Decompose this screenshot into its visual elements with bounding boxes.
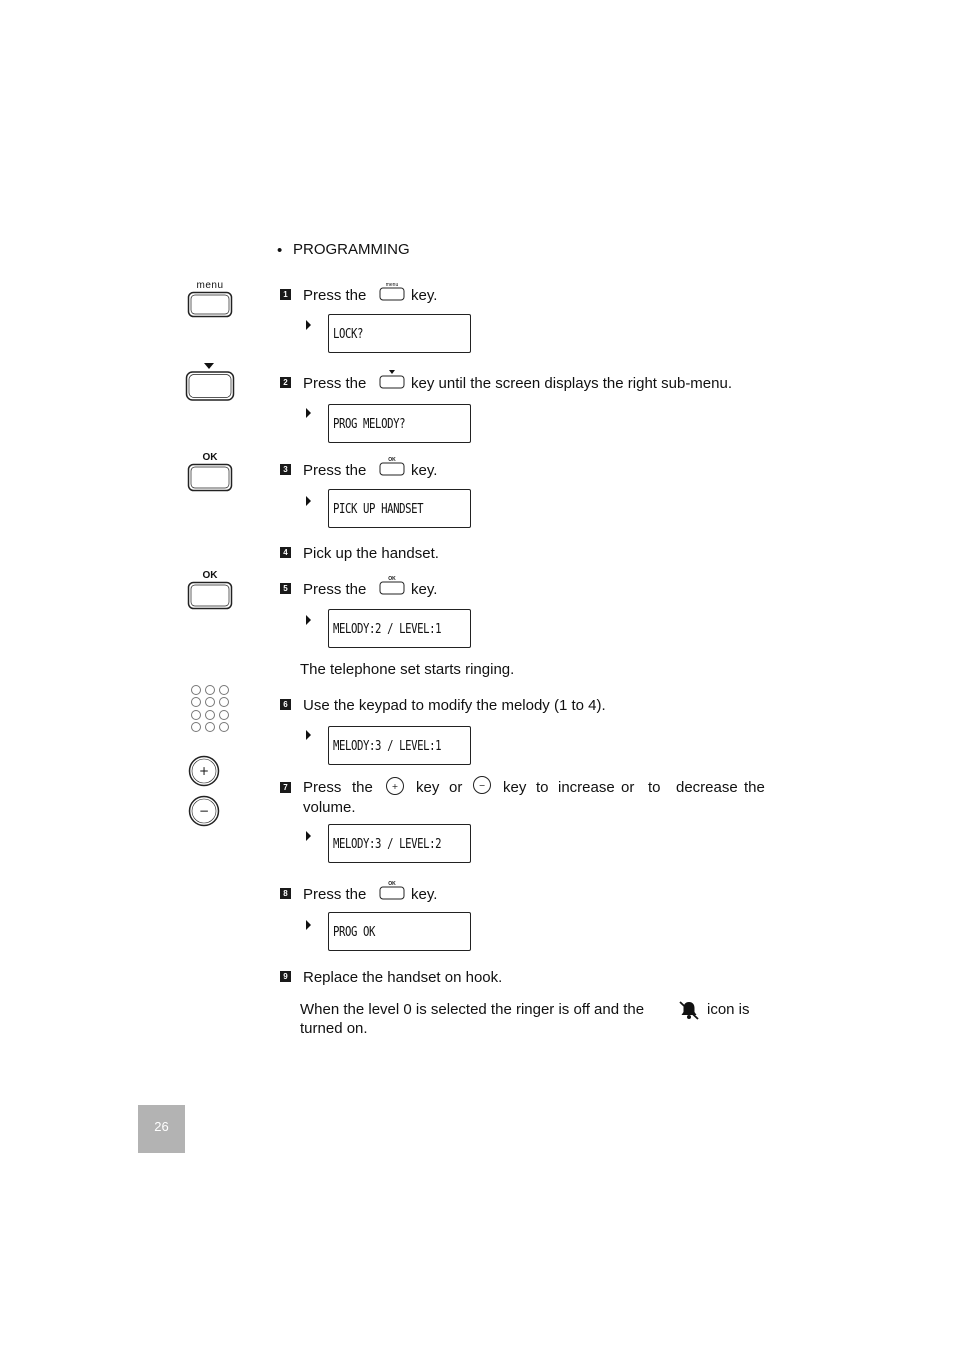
arrow-right-icon <box>306 615 311 625</box>
svg-text:menu: menu <box>385 282 399 288</box>
plus-key-icon <box>385 776 405 801</box>
lcd-text: MELODY:3 / LEVEL:2 <box>333 837 442 852</box>
step-text: Press the <box>303 886 367 903</box>
step-text: key <box>416 779 440 796</box>
step-text: or <box>449 779 463 796</box>
arrow-right-icon <box>306 730 311 740</box>
step-text: Press the <box>303 581 367 598</box>
note-level-text: icon is <box>707 1001 750 1018</box>
menu-key-icon <box>187 281 233 323</box>
step-text: Press <box>303 779 342 796</box>
svg-text:OK: OK <box>388 576 396 582</box>
svg-text:OK: OK <box>388 457 396 463</box>
lcd-screen <box>328 912 471 951</box>
down-arrow-key-icon <box>379 369 405 395</box>
minus-key-icon <box>472 775 492 800</box>
page-number-box <box>138 1105 185 1153</box>
lcd-text: PROG MELODY? <box>333 417 406 432</box>
menu-key-icon <box>379 281 405 307</box>
minus-key-label: − <box>198 804 210 818</box>
step-text: key. <box>411 462 438 479</box>
step-text: volume. <box>303 799 356 816</box>
menu-key-label: menu <box>196 280 224 291</box>
step-number: 2 <box>280 377 291 388</box>
step-text: the <box>744 779 765 796</box>
step-text: Press the <box>303 375 367 392</box>
note-ringing: The telephone set starts ringing. <box>300 661 515 678</box>
step-number: 9 <box>280 971 291 982</box>
ok-key-label: OK <box>202 570 218 581</box>
arrow-right-icon <box>306 920 311 930</box>
lcd-screen <box>328 609 471 648</box>
arrow-right-icon <box>306 408 311 418</box>
lcd-text: MELODY:3 / LEVEL:1 <box>333 739 442 754</box>
step-text: Press the <box>303 462 367 479</box>
arrow-right-icon <box>306 496 311 506</box>
svg-text:+: + <box>391 782 399 791</box>
step-number: 5 <box>280 583 291 594</box>
lcd-screen <box>328 726 471 765</box>
step-number: 6 <box>280 699 291 710</box>
lcd-text: MELODY:2 / LEVEL:1 <box>333 622 442 637</box>
svg-text:OK: OK <box>388 881 396 887</box>
step-text: to <box>648 779 661 796</box>
down-arrow-key-icon <box>185 361 236 407</box>
step-text: key. <box>411 287 438 304</box>
lcd-screen <box>328 314 471 353</box>
step-number: 7 <box>280 782 291 793</box>
step-text: the <box>352 779 373 796</box>
ok-key-icon <box>379 456 405 482</box>
ok-key-icon <box>379 880 405 906</box>
step-text: Pick up the handset. <box>303 545 439 562</box>
lcd-screen <box>328 404 471 443</box>
step-text: Press the <box>303 287 367 304</box>
step-text: key. <box>411 581 438 598</box>
arrow-right-icon <box>306 320 311 330</box>
keypad-icon <box>189 685 231 738</box>
step-text: Replace the handset on hook. <box>303 969 503 986</box>
step-text: to <box>536 779 549 796</box>
svg-text:−: − <box>478 781 486 790</box>
ok-key-icon <box>187 453 233 498</box>
section-bullet: • <box>277 242 283 259</box>
step-text: increase <box>558 779 615 796</box>
page-number: 26 <box>154 1119 169 1134</box>
lcd-screen <box>328 489 471 528</box>
step-number: 8 <box>280 888 291 899</box>
ok-key-icon <box>187 571 233 616</box>
step-number: 1 <box>280 289 291 300</box>
minus-key-icon <box>188 795 220 832</box>
step-text: key. <box>411 886 438 903</box>
note-level-text: When the level 0 is selected the ringer is off and the <box>300 1001 645 1018</box>
plus-key-icon <box>188 755 220 792</box>
lcd-text: PICK UP HANDSET <box>333 502 424 517</box>
lcd-screen <box>328 824 471 863</box>
ok-key-label: OK <box>202 452 218 463</box>
note-level-text: turned on. <box>300 1020 368 1037</box>
arrow-right-icon <box>306 831 311 841</box>
step-text: key <box>503 779 527 796</box>
lcd-text: LOCK? <box>333 327 364 342</box>
plus-key-label: + <box>198 764 210 778</box>
step-text: decrease <box>676 779 738 796</box>
ok-key-icon <box>379 575 405 601</box>
bell-off-icon <box>678 999 700 1026</box>
step-number: 3 <box>280 464 291 475</box>
step-text: or <box>621 779 635 796</box>
step-text: key until the screen displays the right sub-menu. <box>411 375 732 392</box>
step-text: Use the keypad to modify the melody (1 to 4). <box>303 697 606 714</box>
section-title: PROGRAMMING <box>293 241 410 258</box>
lcd-text: PROG OK <box>333 925 376 940</box>
step-number: 4 <box>280 547 291 558</box>
